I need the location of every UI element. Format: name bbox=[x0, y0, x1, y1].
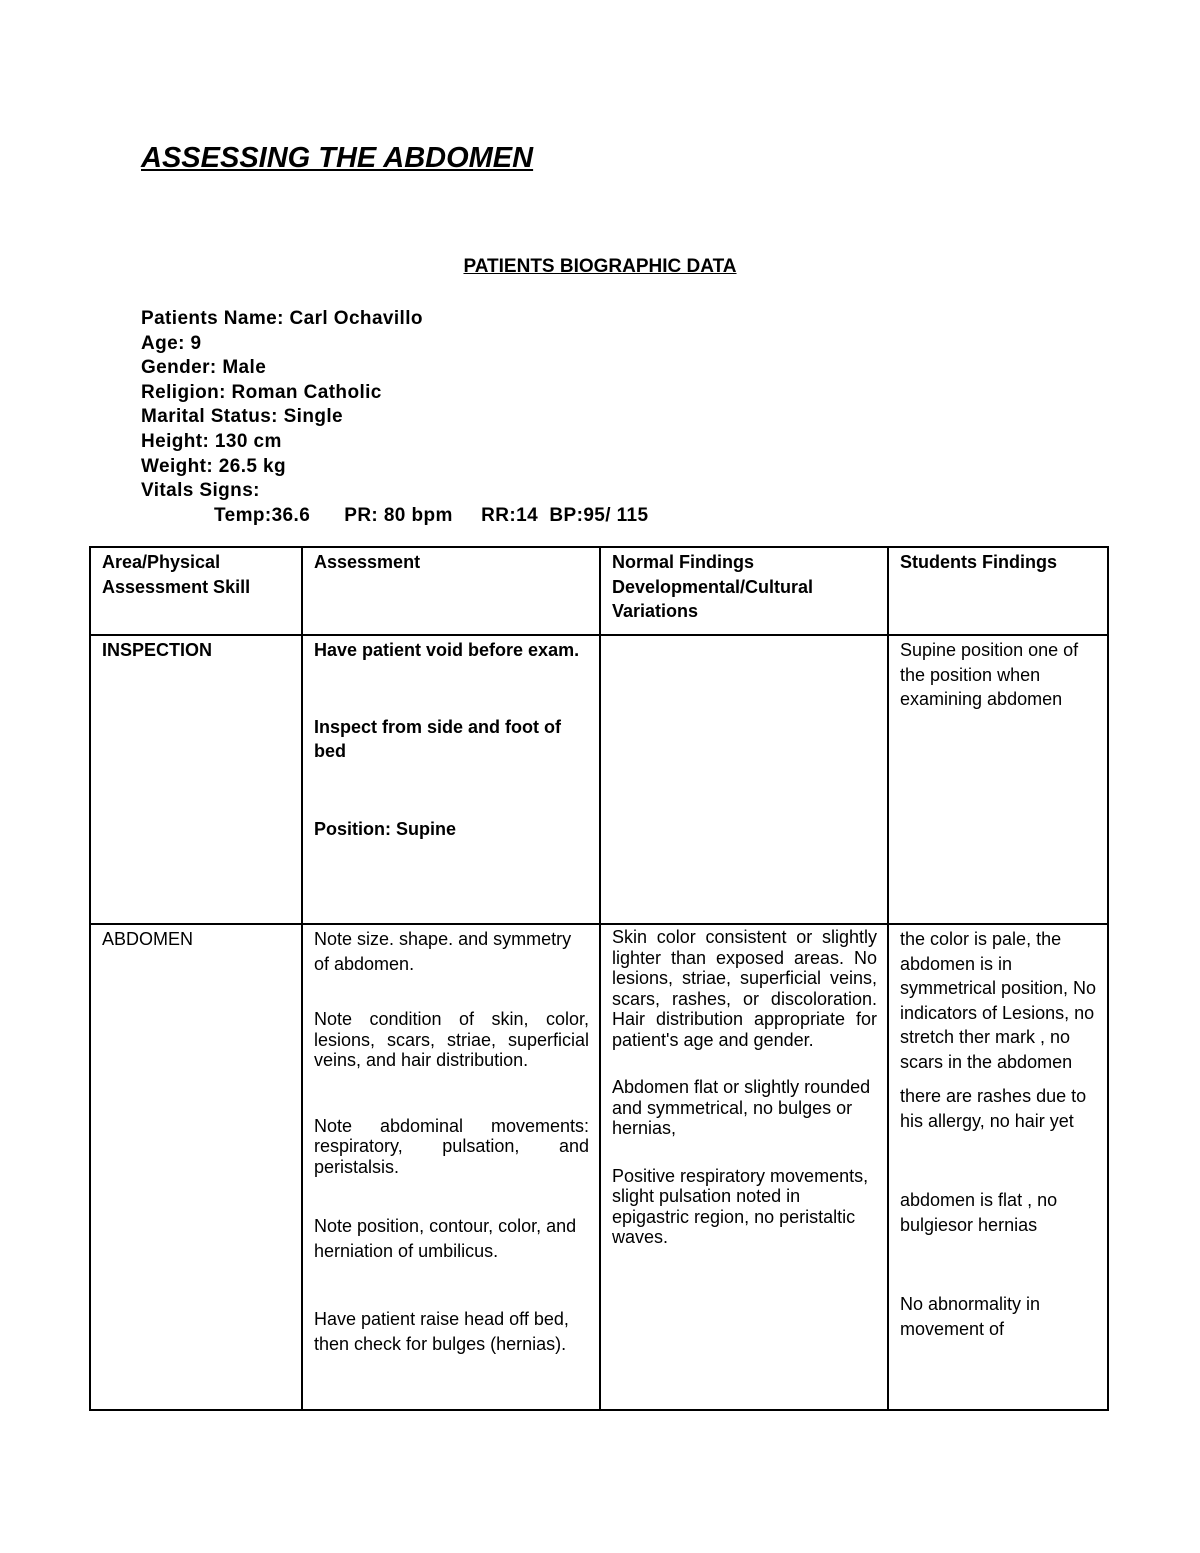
cell-area-abdomen: ABDOMEN bbox=[90, 924, 302, 1410]
cell-student-inspection: Supine position one of the position when examining abdomen bbox=[888, 635, 1108, 924]
patient-religion: Religion: Roman Catholic bbox=[141, 381, 382, 403]
assessment-skin: Note condition of skin, color, lesions, scars, striae, superficial veins, and hair distribution. bbox=[314, 1009, 589, 1070]
table-row-inspection bbox=[90, 635, 1108, 924]
patient-height: Height: 130 cm bbox=[141, 430, 282, 452]
section-subtitle: PATIENTS BIOGRAPHIC DATA bbox=[463, 256, 737, 277]
student-movement: No abnormality in movement of bbox=[900, 1294, 1041, 1339]
header-normal-findings: Normal Findings Developmental/Cultural Variations bbox=[600, 547, 888, 635]
normal-shape: Abdomen flat or slightly rounded and symmetrical, no bulges or hernias, bbox=[612, 1077, 871, 1138]
cell-assessment-abdomen bbox=[302, 924, 600, 1410]
patient-name: Patients Name: Carl Ochavillo bbox=[141, 308, 423, 329]
patient-weight: Weight: 26.5 kg bbox=[141, 455, 287, 477]
cell-normal-inspection bbox=[600, 635, 888, 924]
vitals-label: Vitals Signs: bbox=[141, 480, 260, 502]
header-students-findings: Students Findings bbox=[888, 547, 1108, 635]
assessment-size: Note size. shape. and symmetry of abdomen. bbox=[314, 929, 572, 974]
patient-marital-status: Marital Status: Single bbox=[141, 406, 344, 428]
assessment-umbilicus: Note position, contour, color, and herniation of umbilicus. bbox=[314, 1216, 577, 1261]
patient-gender: Gender: Male bbox=[141, 357, 267, 379]
header-area: Area/Physical Assessment Skill bbox=[90, 547, 302, 635]
cell-normal-abdomen bbox=[600, 924, 888, 1410]
assessment-inspect-side: Inspect from side and foot of bed bbox=[314, 716, 562, 761]
assessment-hernias: Have patient raise head off bed, then check for bulges (hernias). bbox=[314, 1309, 569, 1354]
cell-area-inspection: INSPECTION bbox=[90, 635, 302, 924]
cell-student-abdomen bbox=[888, 924, 1108, 1410]
cell-assessment-inspection bbox=[302, 635, 600, 924]
page-title: ASSESSING THE ABDOMEN bbox=[141, 142, 534, 174]
assessment-position: Position: Supine bbox=[314, 818, 456, 839]
student-rashes: there are rashes due to his allergy, no hair yet bbox=[900, 1086, 1087, 1131]
normal-skin: Skin color consistent or slightly lighter than exposed areas. No lesions, striae, superficial veins, scars, rashes, or discoloration. Hair distribution appropriate for patient's age and gender. bbox=[612, 927, 877, 1050]
student-flat: abdomen is flat , no bulgiesor hernias bbox=[900, 1190, 1058, 1235]
header-assessment: Assessment bbox=[302, 547, 600, 635]
patient-age: Age: 9 bbox=[141, 332, 202, 354]
table-row-abdomen bbox=[90, 924, 1108, 1410]
normal-movements: Positive respiratory movements, slight pulsation noted in epigastric region, no peristaltic waves. bbox=[612, 1165, 869, 1247]
student-skin: the color is pale, the abdomen is in symmetrical position, No indicators of Lesions, no stretch ther mark , no scars in the abdomen bbox=[900, 929, 1097, 1072]
biographic-data bbox=[141, 307, 648, 528]
assessment-movements: Note abdominal movements: respiratory, pulsation, and peristalsis. bbox=[314, 1115, 589, 1177]
vitals-values: Temp:36.6 PR: 80 bpm RR:14 BP:95/ 115 bbox=[214, 504, 649, 526]
table-header-row bbox=[90, 547, 1108, 635]
assessment-void: Have patient void before exam. bbox=[314, 640, 580, 660]
assessment-table bbox=[89, 546, 1109, 1411]
